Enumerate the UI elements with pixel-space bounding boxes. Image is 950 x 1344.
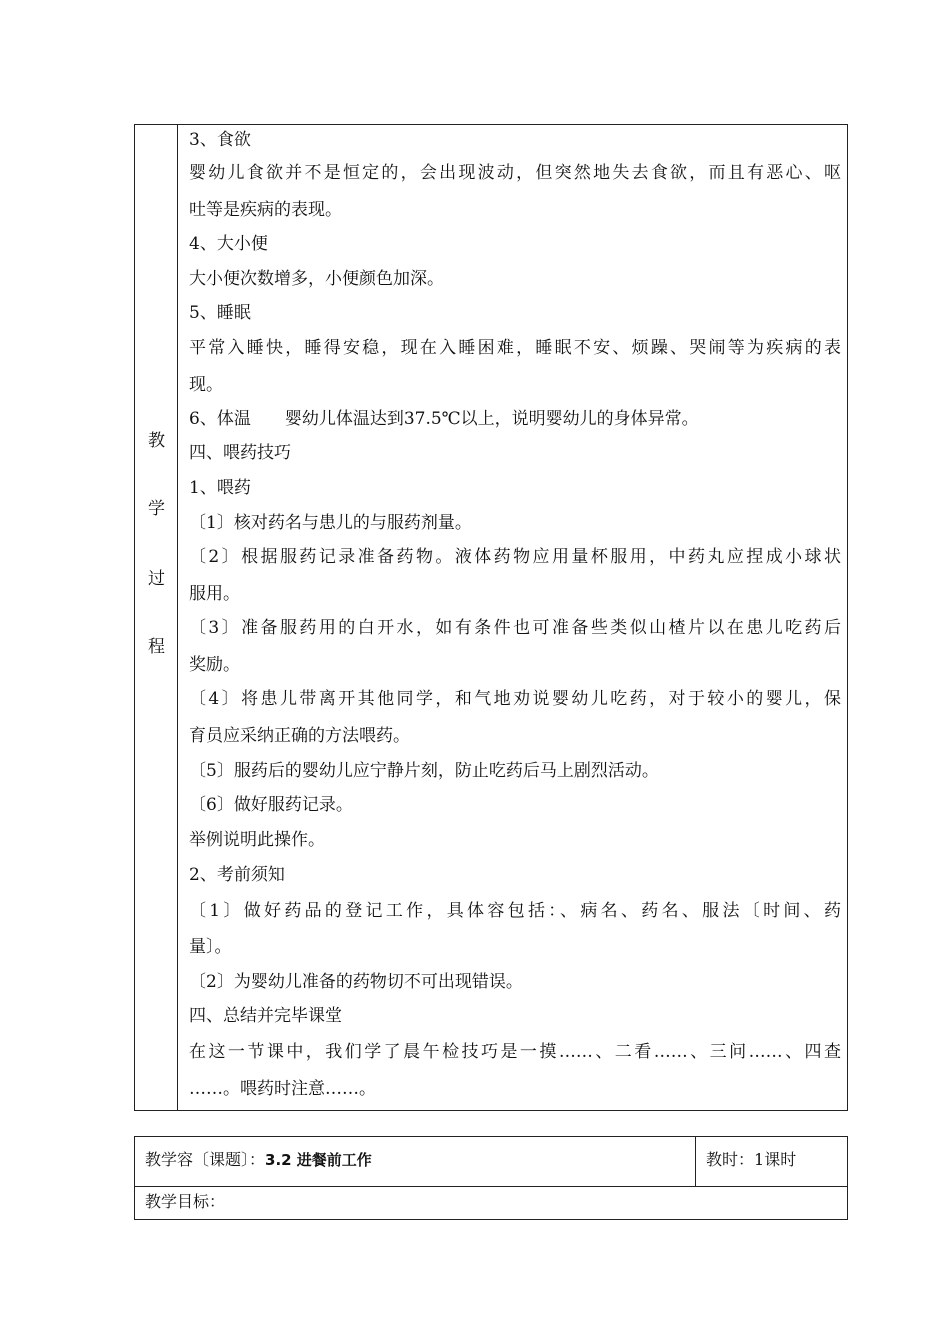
content-line: 2、考前须知 bbox=[189, 865, 285, 885]
content-line: 〔3〕准备服药用的白开水，如有条件也可准备些类似山楂片以在患儿吃药后 bbox=[189, 618, 841, 638]
content-label: 教学容〔课题〕： bbox=[145, 1150, 266, 1169]
lesson-hours-cell bbox=[706, 1149, 796, 1171]
side-char: 学 bbox=[148, 499, 165, 519]
lesson-info-table bbox=[134, 1136, 848, 1220]
content-line: 奖励。 bbox=[189, 655, 240, 675]
content-line: 〔2〕根据服药记录准备药物。液体药物应用量杯服用，中药丸应捏成小球状 bbox=[189, 547, 841, 567]
content-line: 四、喂药技巧 bbox=[189, 443, 291, 463]
side-char: 教 bbox=[148, 431, 165, 451]
lesson-header-row bbox=[135, 1137, 847, 1187]
hours-value: 1课时 bbox=[754, 1150, 797, 1169]
content-line: 育员应采纳正确的方法喂药。 bbox=[189, 726, 410, 746]
side-char: 过 bbox=[148, 569, 165, 589]
content-line: 〔1〕做好药品的登记工作，具体容包括：、病名、药名、服法〔时间、药 bbox=[189, 901, 841, 921]
cell-divider bbox=[695, 1137, 696, 1187]
content-line: 量〕。 bbox=[189, 937, 232, 957]
hours-label: 教时： bbox=[706, 1150, 755, 1169]
content-line: 服用。 bbox=[189, 584, 240, 604]
content-line: 四、总结并完毕课堂 bbox=[189, 1006, 342, 1026]
content-line: 平常入睡快，睡得安稳，现在入睡困难，睡眠不安、烦躁、哭闹等为疾病的表 bbox=[189, 338, 841, 358]
content-value: 3.2 进餐前工作 bbox=[265, 1151, 372, 1169]
content-line: 吐等是疾病的表现。 bbox=[189, 200, 342, 220]
content-line: 1、喂药 bbox=[189, 478, 251, 498]
content-line: 举例说明此操作。 bbox=[189, 830, 325, 850]
content-line: 〔6〕做好服药记录。 bbox=[189, 795, 353, 815]
content-line: 3、食欲 bbox=[189, 130, 251, 150]
side-label-column bbox=[135, 125, 178, 1110]
content-line: 现。 bbox=[189, 375, 223, 395]
side-char: 程 bbox=[148, 637, 165, 657]
content-line: 大小便次数增多，小便颜色加深。 bbox=[189, 269, 444, 289]
lesson-content-cell bbox=[145, 1149, 372, 1171]
content-line: 4、大小便 bbox=[189, 234, 268, 254]
content-line: 5、睡眠 bbox=[189, 303, 251, 323]
content-line: 〔1〕核对药名与患儿的与服药剂量。 bbox=[189, 513, 472, 533]
teaching-goal-label: 教学目标： bbox=[145, 1192, 226, 1211]
content-line: 婴幼儿食欲并不是恒定的，会出现波动，但突然地失去食欲，而且有恶心、呕 bbox=[189, 163, 841, 183]
content-line: ……。喂药时注意……。 bbox=[189, 1079, 376, 1099]
content-line: 〔2〕为婴幼儿准备的药物切不可出现错误。 bbox=[189, 972, 523, 992]
content-line: 6、体温 婴幼儿体温达到37.5℃以上，说明婴幼儿的身体异常。 bbox=[189, 409, 699, 429]
content-line: 〔5〕服药后的婴幼儿应宁静片刻，防止吃药后马上剧烈活动。 bbox=[189, 761, 659, 781]
teaching-process-table bbox=[134, 124, 848, 1111]
content-line: 在这一节课中，我们学了晨午检技巧是一摸……、二看……、三问……、四查 bbox=[189, 1042, 841, 1062]
content-line: 〔4〕将患儿带离开其他同学，和气地劝说婴幼儿吃药，对于较小的婴儿，保 bbox=[189, 689, 841, 709]
